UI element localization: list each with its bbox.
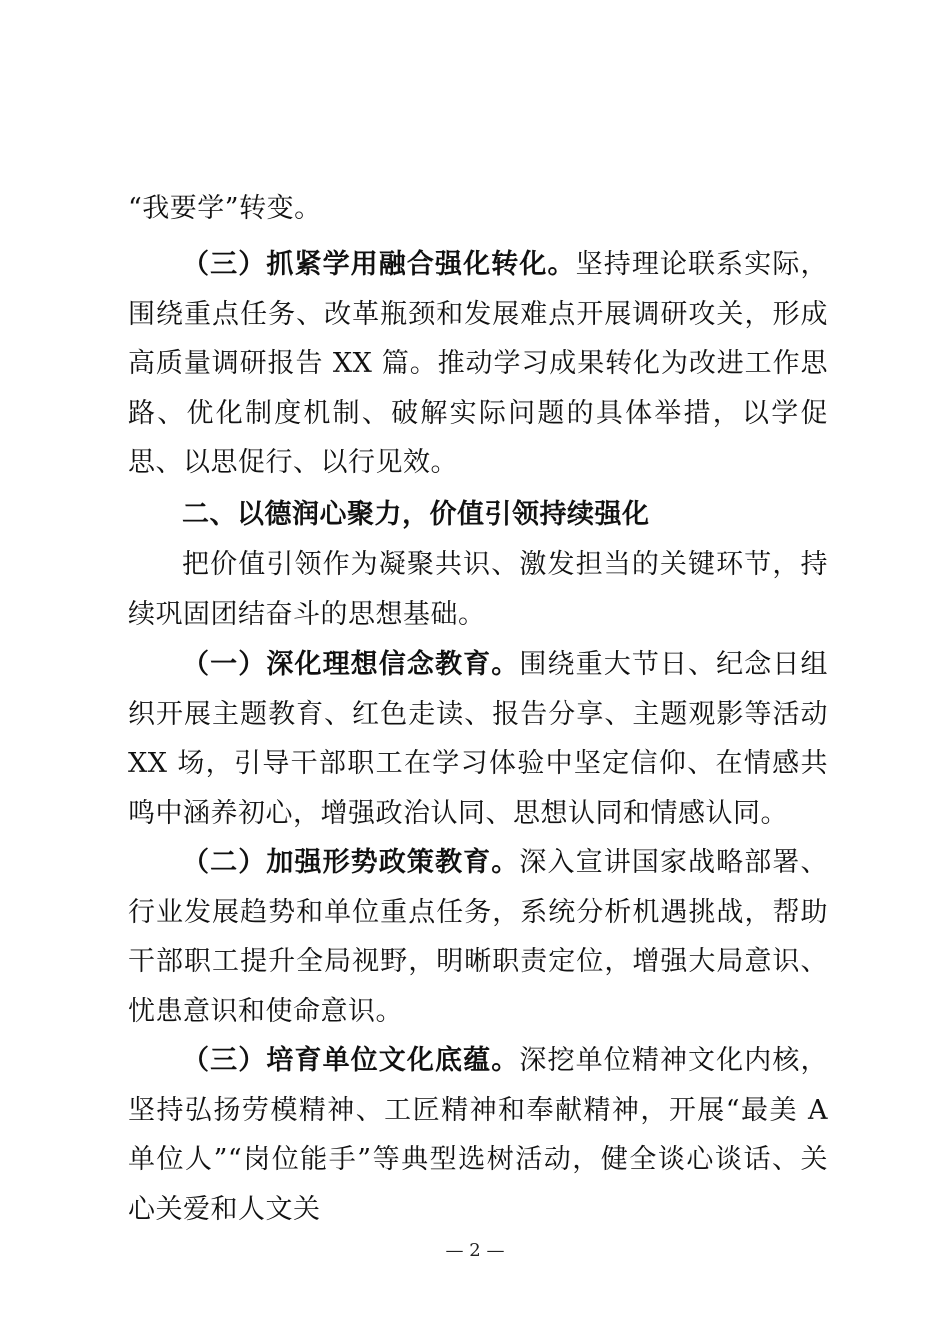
paragraph-heading: （二）加强形势政策教育。	[182, 847, 520, 878]
paragraph-continuation	[128, 184, 828, 234]
paragraph-section-1-3	[128, 240, 828, 488]
paragraph-text: 把价值引领作为凝聚共识、激发担当的关键环节，持续巩固团结奋斗的思想基础。	[128, 549, 828, 630]
paragraph-section-2-intro	[128, 540, 828, 639]
paragraph-text: 坚持理论联系实际，围绕重点任务、改革瓶颈和发展难点开展调研攻关，形成高质量调研报告 XX 篇。推动学习成果转化为改进工作思路、优化制度机制、破解实际问题的具体举措，以学促思、以思促行、以行见效。	[128, 249, 829, 478]
paragraph-text: 围绕重大节日、纪念日组织开展主题教育、红色走读、报告分享、主题观影等活动 XX 场，引导干部职工在学习体验中坚定信仰、在情感共鸣中涵养初心，增强政治认同、思想认同和情感认同。	[128, 649, 829, 829]
section-heading-2	[128, 490, 828, 540]
paragraph-section-2-1	[128, 640, 828, 838]
paragraph-heading: （三）抓紧学用融合强化转化。	[182, 249, 576, 280]
paragraph-heading: （三）培育单位文化底蕴。	[182, 1045, 520, 1076]
section-heading-text: 二、以德润心聚力，价值引领持续强化	[182, 499, 650, 530]
paragraph-text: 深挖单位精神文化内核，坚持弘扬劳模精神、工匠精神和奉献精神，开展“最美 A 单位人”“岗位能手”等典型选树活动，健全谈心谈话、关心关爱和人文关	[128, 1045, 829, 1225]
paragraph-text: “我要学”转变。	[128, 193, 322, 224]
paragraph-section-2-3	[128, 1036, 828, 1234]
paragraph-text: 深入宣讲国家战略部署、行业发展趋势和单位重点任务，系统分析机遇挑战，帮助干部职工提升全局视野，明晰职责定位，增强大局意识、忧患意识和使命意识。	[128, 847, 829, 1027]
paragraph-section-2-2	[128, 838, 828, 1036]
page-number: — 2 —	[445, 1240, 505, 1261]
paragraph-heading: （一）深化理想信念教育。	[182, 649, 520, 680]
